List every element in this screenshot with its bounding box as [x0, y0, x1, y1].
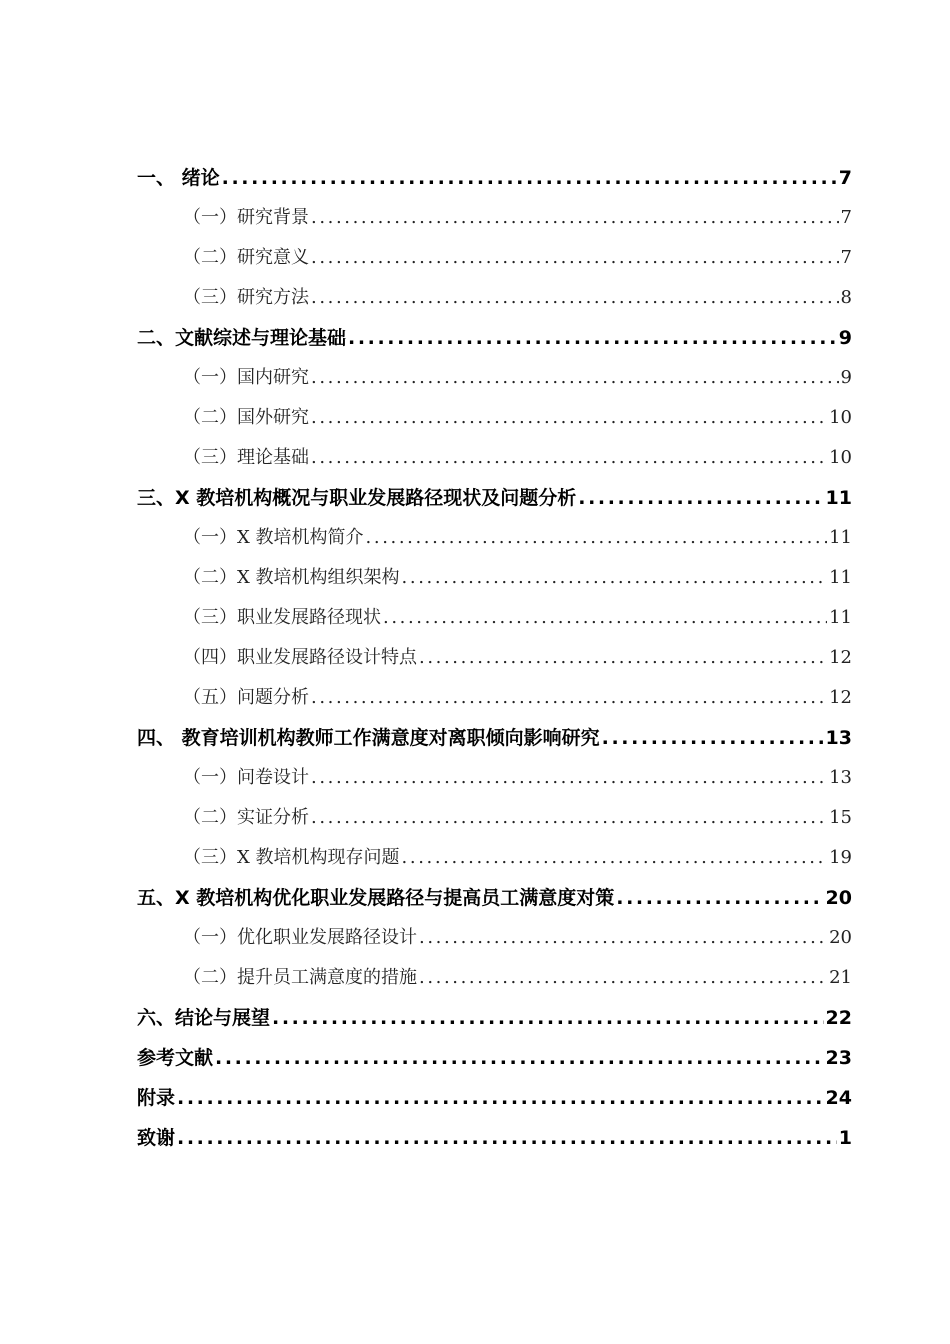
toc-dot-leader [311, 798, 827, 838]
toc-entry-chapter[interactable] [137, 1118, 852, 1158]
toc-entry-title: （二）研究意义 [183, 247, 309, 268]
toc-entry-title: （三）职业发展路径现状 [183, 607, 381, 628]
toc-entry-page-number: 11 [829, 567, 852, 588]
toc-entry-title: （二）国外研究 [183, 407, 309, 428]
toc-entry-page-number: 11 [825, 487, 852, 509]
toc-entry-page-number: 12 [829, 687, 852, 708]
toc-entry-page-number: 23 [825, 1047, 852, 1069]
toc-entry-title: （一）研究背景 [183, 207, 309, 228]
toc-entry-title: 附录 [137, 1087, 176, 1109]
toc-dot-leader [311, 238, 839, 278]
toc-entry-page-number: 9 [840, 367, 852, 388]
toc-entry-section[interactable] [137, 238, 852, 278]
toc-entry-page-number: 15 [829, 807, 852, 828]
toc-dot-leader [366, 518, 828, 558]
toc-entry-title: （三）理论基础 [183, 447, 309, 468]
toc-entry-page-number: 10 [829, 447, 852, 468]
toc-dot-leader [311, 678, 827, 718]
toc-entry-section[interactable] [137, 598, 852, 638]
toc-entry-section[interactable] [137, 758, 852, 798]
toc-entry-section[interactable] [137, 918, 852, 958]
toc-entry-section[interactable] [137, 278, 852, 318]
toc-dot-leader [348, 318, 837, 358]
toc-entry-title: （三）X 教培机构现存问题 [183, 847, 400, 868]
toc-entry-page-number: 13 [829, 767, 852, 788]
toc-entry-title: 二、文献综述与理论基础 [137, 327, 347, 349]
toc-entry-title: 参考文献 [137, 1047, 214, 1069]
toc-entry-page-number: 11 [829, 607, 852, 628]
toc-entry-page-number: 21 [829, 967, 852, 988]
toc-dot-leader [383, 598, 827, 638]
toc-entry-section[interactable] [137, 798, 852, 838]
toc-entry-page-number: 20 [829, 927, 852, 948]
toc-entry-page-number: 19 [829, 847, 852, 868]
toc-entry-chapter[interactable] [137, 158, 852, 198]
toc-dot-leader [311, 198, 839, 238]
toc-dot-leader [311, 438, 827, 478]
toc-entry-page-number: 7 [840, 207, 852, 228]
toc-entry-section[interactable] [137, 438, 852, 478]
toc-dot-leader [311, 758, 827, 798]
toc-entry-title: （四）职业发展路径设计特点 [183, 647, 417, 668]
toc-entry-chapter[interactable] [137, 878, 852, 918]
toc-entry-page-number: 8 [840, 287, 852, 308]
toc-entry-title: （一）X 教培机构简介 [183, 527, 364, 548]
toc-entry-page-number: 20 [825, 887, 852, 909]
toc-dot-leader [222, 158, 837, 198]
toc-dot-leader [616, 878, 823, 918]
toc-entry-title: （二）实证分析 [183, 807, 309, 828]
toc-dot-leader [402, 838, 828, 878]
toc-entry-page-number: 11 [829, 527, 852, 548]
toc-entry-section[interactable] [137, 958, 852, 998]
toc-entry-page-number: 7 [838, 167, 852, 189]
toc-entry-page-number: 9 [838, 327, 852, 349]
toc-entry-section[interactable] [137, 638, 852, 678]
toc-entry-section[interactable] [137, 358, 852, 398]
toc-entry-chapter[interactable] [137, 318, 852, 358]
toc-dot-leader [177, 1118, 837, 1158]
toc-entry-chapter[interactable] [137, 998, 852, 1038]
toc-entry-title: （一）国内研究 [183, 367, 309, 388]
toc-entry-title: 一、 绪论 [137, 167, 220, 189]
toc-dot-leader [311, 278, 839, 318]
toc-entry-page-number: 1 [838, 1127, 852, 1149]
toc-entry-page-number: 24 [825, 1087, 852, 1109]
toc-entry-title: 四、 教育培训机构教师工作满意度对离职倾向影响研究 [137, 727, 600, 749]
toc-dot-leader [402, 558, 828, 598]
toc-dot-leader [272, 998, 824, 1038]
toc-entry-title: 致谢 [137, 1127, 176, 1149]
toc-entry-page-number: 12 [829, 647, 852, 668]
toc-entry-page-number: 13 [825, 727, 852, 749]
toc-entry-chapter[interactable] [137, 1038, 852, 1078]
toc-entry-title: 六、结论与展望 [137, 1007, 271, 1029]
toc-dot-leader [419, 638, 827, 678]
toc-entry-title: （一）优化职业发展路径设计 [183, 927, 417, 948]
toc-entry-section[interactable] [137, 398, 852, 438]
toc-entry-page-number: 22 [825, 1007, 852, 1029]
toc-dot-leader [602, 718, 824, 758]
toc-entry-title: 五、X 教培机构优化职业发展路径与提高员工满意度对策 [137, 887, 615, 909]
toc-entry-page-number: 7 [840, 247, 852, 268]
toc-entry-title: （三）研究方法 [183, 287, 309, 308]
toc-dot-leader [311, 398, 827, 438]
toc-entry-chapter[interactable] [137, 478, 852, 518]
toc-entry-chapter[interactable] [137, 718, 852, 758]
table-of-contents [137, 158, 852, 1158]
toc-entry-title: （一）问卷设计 [183, 767, 309, 788]
toc-dot-leader [419, 918, 827, 958]
toc-entry-title: （二）X 教培机构组织架构 [183, 567, 400, 588]
toc-dot-leader [578, 478, 823, 518]
toc-entry-section[interactable] [137, 558, 852, 598]
toc-entry-section[interactable] [137, 518, 852, 558]
toc-entry-title: （二）提升员工满意度的措施 [183, 967, 417, 988]
toc-entry-title: 三、X 教培机构概况与职业发展路径现状及问题分析 [137, 487, 577, 509]
toc-entry-chapter[interactable] [137, 1078, 852, 1118]
toc-entry-section[interactable] [137, 838, 852, 878]
toc-dot-leader [311, 358, 839, 398]
toc-entry-section[interactable] [137, 678, 852, 718]
toc-dot-leader [215, 1038, 824, 1078]
toc-dot-leader [177, 1078, 824, 1118]
toc-entry-section[interactable] [137, 198, 852, 238]
toc-entry-page-number: 10 [829, 407, 852, 428]
toc-dot-leader [419, 958, 827, 998]
toc-entry-title: （五）问题分析 [183, 687, 309, 708]
